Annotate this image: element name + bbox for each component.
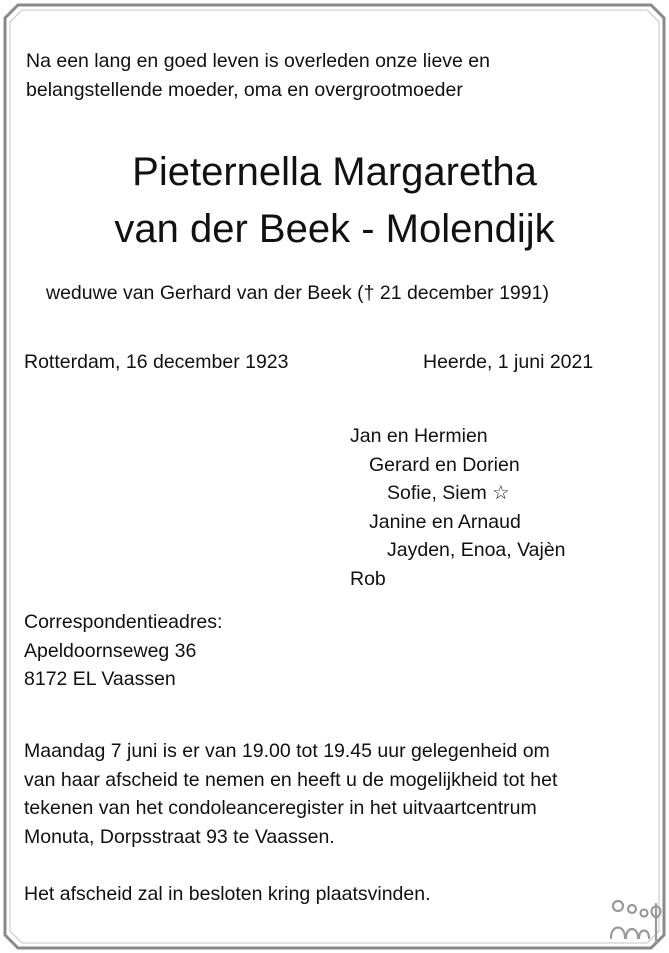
deceased-name-line-1: Pieternella Margaretha xyxy=(132,150,537,194)
family-member: Rob xyxy=(350,568,386,590)
visitation-line-4: Monuta, Dorpsstraat 93 te Vaassen. xyxy=(24,826,335,848)
family-logo-icon xyxy=(606,896,666,944)
correspondence-city: 8172 EL Vaassen xyxy=(24,668,176,690)
death-place-date: Heerde, 1 juni 2021 xyxy=(423,351,594,373)
family-member: Gerard en Dorien xyxy=(369,454,520,476)
visitation-line-1: Maandag 7 juni is er van 19.00 tot 19.45 uur gelegenheid om xyxy=(24,740,550,762)
widow-line: weduwe van Gerhard van der Beek († 21 december 1991) xyxy=(46,282,549,304)
closing-line: Het afscheid zal in besloten kring plaatsvinden. xyxy=(24,883,431,905)
correspondence-street: Apeldoornseweg 36 xyxy=(24,640,197,662)
family-member: Jayden, Enoa, Vajèn xyxy=(387,539,566,561)
intro-line-1: Na een lang en goed leven is overleden onze lieve en xyxy=(26,50,491,72)
family-member: Sofie, Siem ☆ xyxy=(387,482,510,504)
visitation-line-3: tekenen van het condoleanceregister in het uitvaartcentrum xyxy=(24,797,537,819)
deceased-name-line-2: van der Beek - Molendijk xyxy=(114,207,555,251)
visitation-line-2: van haar afscheid te nemen en heeft u de mogelijkheid tot het xyxy=(24,769,558,791)
birth-place-date: Rotterdam, 16 december 1923 xyxy=(24,351,289,373)
correspondence-label: Correspondentieadres: xyxy=(24,611,223,633)
family-member: Jan en Hermien xyxy=(350,425,488,447)
family-member: Janine en Arnaud xyxy=(369,511,521,533)
intro-line-2: belangstellende moeder, oma en overgrootmoeder xyxy=(26,79,463,101)
